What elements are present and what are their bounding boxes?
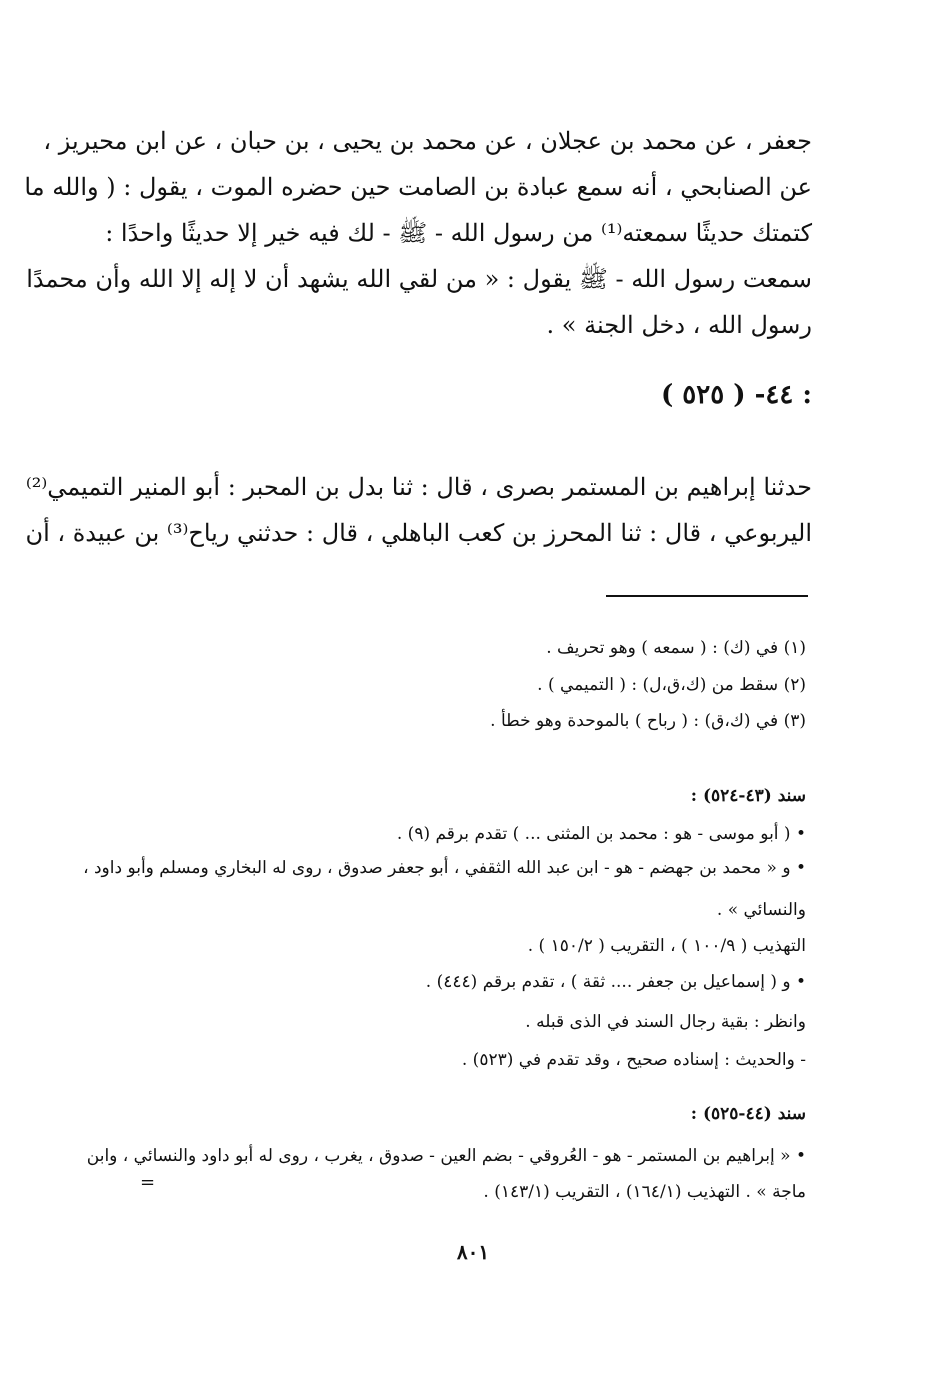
sanad-line: التهذيب ( ١٠٠/٩ ) ، التقريب ( ١٥٠/٢ ) . xyxy=(527,936,806,956)
sanad-line: • و ( إسماعيل بن جعفر .... ثقة ) ، تقدم برقم (٤٤٤) . xyxy=(425,972,806,992)
main-text-line: رسول الله ، دخل الجنة » . xyxy=(546,311,812,339)
sanad-line: - والحديث : إسناده صحيح ، وقد تقدم في (٥٢٣) . xyxy=(461,1050,806,1070)
hadith-number-heading: ٤٤- ( ٥٢٥ ) : xyxy=(660,380,812,410)
main-text-line: جعفر ، عن محمد بن عجلان ، عن محمد بن يحيى ، بن حبان ، عن ابن محيريز ، xyxy=(43,127,812,155)
sanad-line: وانظر : بقية رجال السند في الذى قبله . xyxy=(525,1012,806,1032)
hadith-text-line: حدثنا إبراهيم بن المستمر بصرى ، قال : ثنا بدل بن المحبر : أبو المنير التميمي⁽²⁾ xyxy=(25,473,812,501)
sanad-line: ماجة » . التهذيب (١٦٤/١) ، التقريب (١٤٣/١) . xyxy=(483,1182,806,1202)
main-text-line: كتمتك حديثًا سمعته⁽¹⁾ من رسول الله - ﷺ - لك فيه خير إلا حديثًا واحدًا : xyxy=(105,219,812,247)
page-number: ٨٠١ xyxy=(456,1240,490,1264)
sanad-line: • ( أبو موسى - هو : محمد بن المثنى ... ) تقدم برقم (٩) . xyxy=(396,824,806,844)
footnote: (١) في (ك) : ( سمعه ) وهو تحريف . xyxy=(546,638,806,658)
sanad-heading: سند (٤٣-٥٢٤) : xyxy=(690,786,806,806)
sanad-heading: سند (٤٤-٥٢٥) : xyxy=(690,1104,806,1124)
sanad-line: والنسائي » . xyxy=(716,900,806,920)
sanad-line: • و « محمد بن جهضم - هو - ابن عبد الله الثقفي ، أبو جعفر صدوق ، روى له البخاري ومسلم وأبو داود ، xyxy=(83,858,806,878)
sanad-line: • « إبراهيم بن المستمر - هو - العُروقي - بضم العين - صدوق ، يغرب ، روى له أبو داود والنسائي ، وابن xyxy=(86,1146,806,1166)
footnote: (٣) في (ك،ق) : ( رباح ) بالموحدة وهو خطأ . xyxy=(490,711,806,731)
footnote-separator xyxy=(606,595,808,597)
main-text-line: عن الصنابحي ، أنه سمع عبادة بن الصامت حين حضره الموت ، يقول : ( والله ما xyxy=(24,173,812,201)
continuation-mark: = xyxy=(140,1172,156,1193)
main-text-line: سمعت رسول الله - ﷺ يقول : « من لقي الله يشهد أن لا إله إلا الله وأن محمدًا xyxy=(26,265,812,293)
footnote: (٢) سقط من (ك،ق،ل) : ( التميمي ) . xyxy=(537,675,806,695)
hadith-text-line: اليربوعي ، قال : ثنا المحرز بن كعب الباهلي ، قال : حدثني رياح⁽³⁾ بن عبيدة ، أن xyxy=(25,519,812,547)
